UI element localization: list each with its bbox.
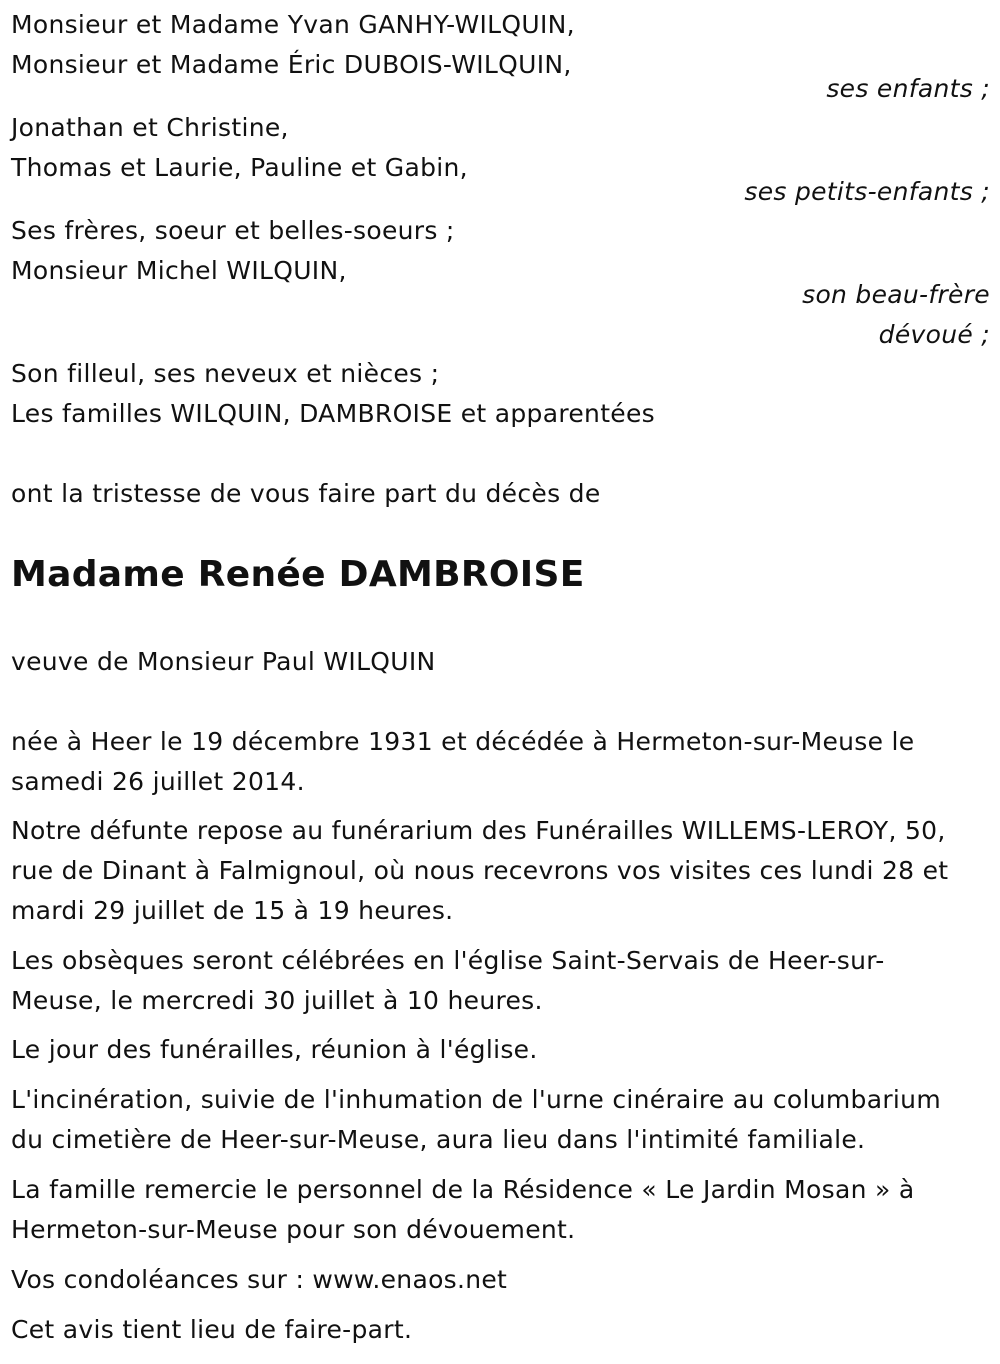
announcement-text: ont la tristesse de vous faire part du décès de — [11, 479, 601, 508]
family-others-line-1: Son filleul, ses neveux et nièces ; — [11, 359, 440, 388]
children-role: ses enfants ; — [826, 74, 990, 103]
detail-incineration-line-1: L'incinération, suivie de l'inhumation de l'urne cinéraire au columbarium — [11, 1085, 941, 1114]
brother-in-law-role-line-1: son beau-frère — [802, 280, 990, 309]
family-others-line-2: Les familles WILQUIN, DAMBROISE et apparentées — [11, 399, 655, 428]
detail-reunion-line: Le jour des funérailles, réunion à l'église. — [11, 1035, 538, 1064]
family-grandchildren-line-1: Jonathan et Christine, — [11, 113, 289, 142]
widow-of-line: veuve de Monsieur Paul WILQUIN — [11, 647, 436, 676]
detail-funerarium-line-2: rue de Dinant à Falmignoul, où nous recevrons vos visites ces lundi 28 et — [11, 856, 949, 885]
detail-birth-death-line-2: samedi 26 juillet 2014. — [11, 767, 305, 796]
detail-thanks-line-2: Hermeton-sur-Meuse pour son dévouement. — [11, 1215, 576, 1244]
family-children-line-1: Monsieur et Madame Yvan GANHY-WILQUIN, — [11, 10, 575, 39]
brother-in-law-role-line-2: dévoué ; — [878, 320, 990, 349]
deceased-name: Madame Renée DAMBROISE — [11, 554, 585, 595]
detail-incineration-line-2: du cimetière de Heer-sur-Meuse, aura lieu dans l'intimité familiale. — [11, 1125, 866, 1154]
detail-funerarium-line-1: Notre défunte repose au funérarium des Funérailles WILLEMS-LEROY, 50, — [11, 816, 946, 845]
detail-thanks-line-1: La famille remercie le personnel de la Résidence « Le Jardin Mosan » à — [11, 1175, 915, 1204]
detail-obseques-line-1: Les obsèques seront célébrées en l'église Saint-Servais de Heer-sur- — [11, 946, 885, 975]
detail-obseques-line-2: Meuse, le mercredi 30 juillet à 10 heures. — [11, 986, 543, 1015]
family-siblings-line-1: Ses frères, soeur et belles-soeurs ; — [11, 216, 455, 245]
detail-birth-death-line-1: née à Heer le 19 décembre 1931 et décédée à Hermeton-sur-Meuse le — [11, 727, 915, 756]
family-grandchildren-line-2: Thomas et Laurie, Pauline et Gabin, — [11, 153, 468, 182]
detail-condolences-line: Vos condoléances sur : www.enaos.net — [11, 1265, 508, 1294]
family-children-line-2: Monsieur et Madame Éric DUBOIS-WILQUIN, — [11, 50, 572, 79]
detail-notice-line: Cet avis tient lieu de faire-part. — [11, 1315, 413, 1344]
family-siblings-line-2: Monsieur Michel WILQUIN, — [11, 256, 347, 285]
grandchildren-role: ses petits-enfants ; — [744, 177, 990, 206]
detail-funerarium-line-3: mardi 29 juillet de 15 à 19 heures. — [11, 896, 454, 925]
